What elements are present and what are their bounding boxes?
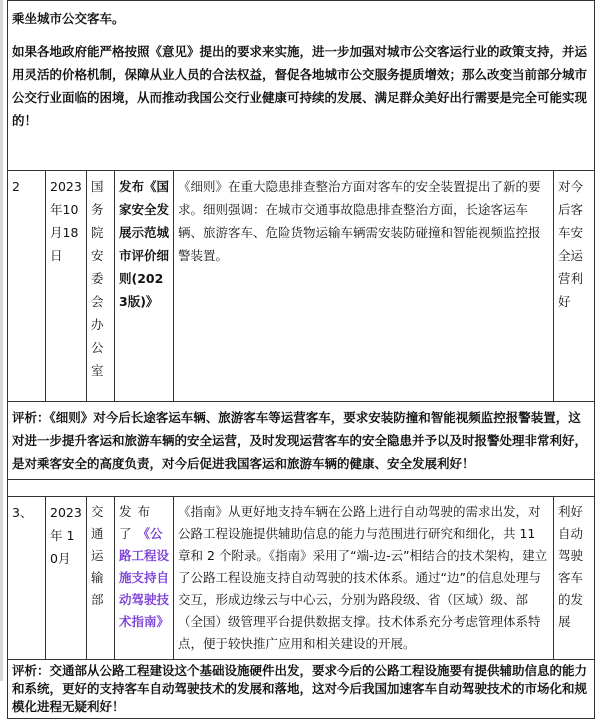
row-impact: 对今后客车安全运营利好 bbox=[554, 171, 595, 402]
row-comment: 评析：《细则》对今后长途客运车辆、旅游客车等运营客车，要求安装防撞和智能视频监控报警装置，这对进一步提升客运和旅游车辆的安全运营，及时发现运营客车的安全隐患并予以及时报警处理非常利好，是对乘客安全的高度负责，对今后促进我国客运和旅游车辆的健康、安全发展利好！ bbox=[8, 402, 595, 480]
row-action-cell bbox=[115, 497, 174, 660]
spacer-cell bbox=[8, 480, 595, 497]
row-description: 《指南》从更好地支持车辆在公路上进行自动驾驶的需求出发，对公路工程设施提供辅助信息的能力与范围进行研究和细化，共 11 章和 2 个附录。《指南》采用了“端-边-云”相结合的技术架构，建立了公路工程设施支持自动驾驶的技术体系。通过“边”的信息处理与交互，形成边缘云与中心云，分别为路段级、省（区域）级、部（全国）级管理平台提供数据支撑。技术体系充分考虑管理体系特点，便于较快推广应用和相关建设的开展。 bbox=[174, 497, 554, 660]
row-issuer: 交通运输部 bbox=[87, 497, 115, 660]
comment-row bbox=[8, 660, 595, 719]
row-description: 《细则》在重大隐患排查整治方面对客车的安全装置提出了新的要求。细则强调：在城市交通事故隐患排查整治方面，长途客运车辆、旅游客车、危险货物运输车辆需安装防碰撞和智能视频监控报警装置。 bbox=[174, 171, 554, 402]
intro-paragraph: 如果各地政府能严格按照《意见》提出的要求来实施，进一步加强对城市公交客运行业的政策支持，并运用灵活的价格机制，保障从业人员的合法权益，督促各地城市公交服务提质增效；那么改变当前部分城市公交行业面临的困境，从而推动我国公交行业健康可持续的发展、满足群众美好出行需要是完全可能实现的！ bbox=[12, 44, 588, 128]
spacer-row bbox=[8, 480, 595, 497]
table-row bbox=[8, 171, 595, 402]
intro-line: 乘坐城市公交客车。 bbox=[12, 11, 125, 26]
row-index: 3、 bbox=[8, 497, 46, 660]
row-action: 《公路工程设施支持自动驾驶技术指南》 bbox=[119, 526, 170, 629]
left-margin-strip bbox=[0, 0, 3, 681]
intro-row bbox=[8, 1, 595, 171]
row-index: 2 bbox=[8, 171, 46, 402]
row-action-prefix: 发布了 bbox=[119, 504, 157, 541]
row-impact: 利好自动驾驶客车的发展 bbox=[554, 497, 595, 660]
table-row bbox=[8, 497, 595, 660]
comment-row bbox=[8, 402, 595, 480]
row-issuer: 国务院安委会办公室 bbox=[87, 171, 115, 402]
row-action: 发布《国家安全发展示范城市评价细则(2023版)》 bbox=[115, 171, 174, 402]
document-page bbox=[7, 0, 594, 719]
row-date: 2023年 10月 bbox=[46, 497, 87, 660]
intro-cell bbox=[8, 1, 595, 171]
row-comment: 评析：交通部从公路工程建设这个基础设施硬件出发，要求今后的公路工程设施要有提供辅助信息的能力和系统，更好的支持客车自动驾驶技术的发展和落地，这对今后我国加速客车自动驾驶技术的市场化和规模化进程无疑利好！ bbox=[8, 660, 595, 719]
row-date: 2023年10月18日 bbox=[46, 171, 87, 402]
policy-table bbox=[7, 0, 595, 719]
